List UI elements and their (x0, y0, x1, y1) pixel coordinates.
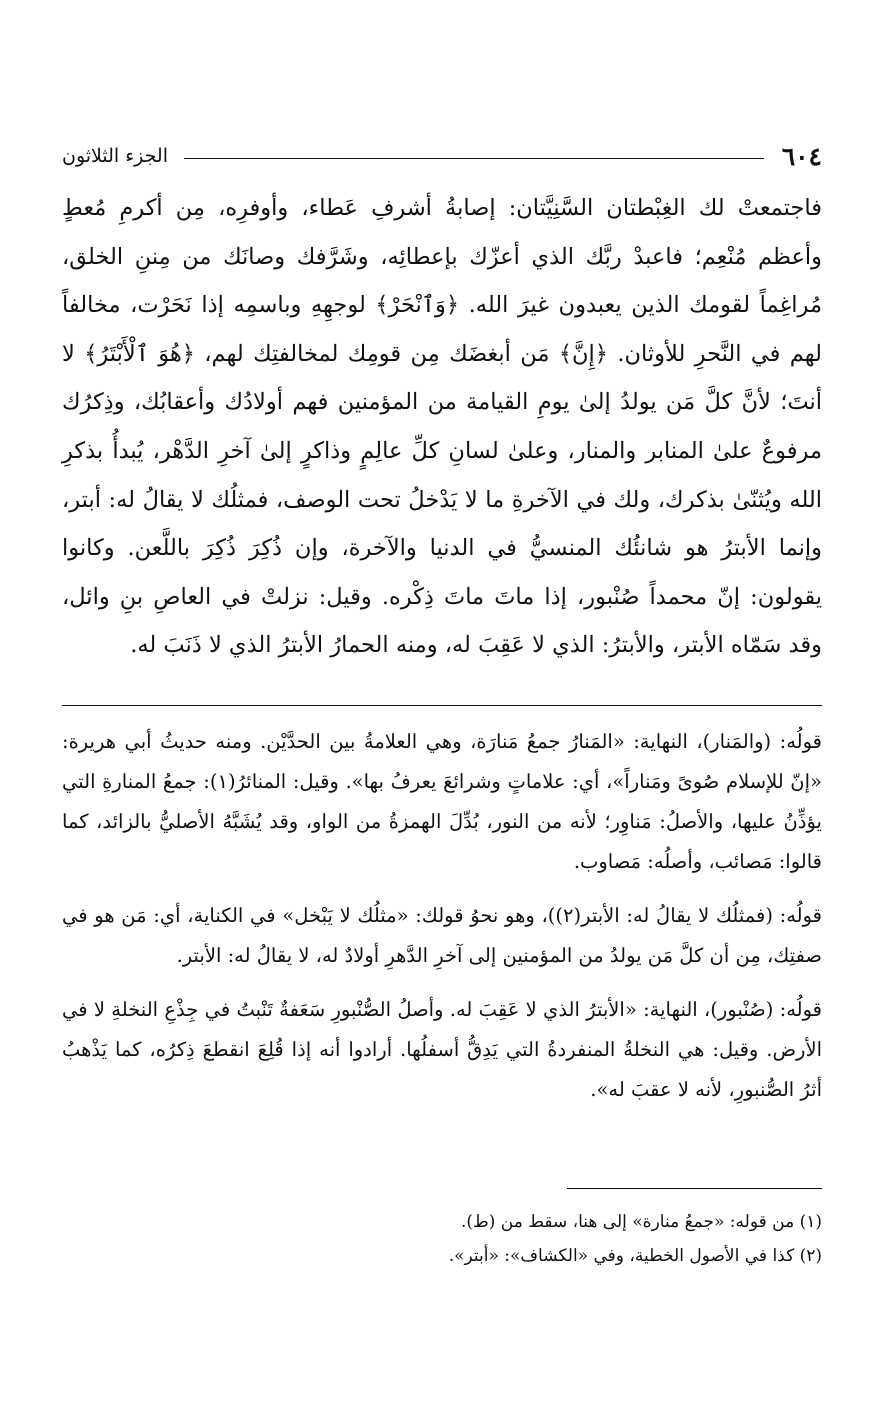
footnote-rule (567, 1188, 822, 1189)
commentary-block (62, 722, 822, 1118)
commentary-paragraph-abtar: قولُه: (فمثلُك لا يقالُ له: الأبتر(٢))، وهو نحوُ قولك: «مثلُك لا يَبْخل» في الكناية، أي: مَن هو في صفتِك، مِن أن كلَّ مَن يولدُ من المؤمنين إلى آخرِ الدَّهرِ أولادٌ له، لا يقالُ له: الأبتر. (62, 904, 822, 967)
book-page (62, 0, 822, 1408)
section-divider (62, 705, 822, 706)
commentary-paragraph-manar: قولُه: (والمَنار)، النهاية: «المَنارُ جمعُ مَنارَة، وهي العلامةُ بين الحدَّيْن. ومنه حديثُ أبي هريرة: «إنّ للإسلام صُوىً ومَناراً»، أي: علاماتٍ وشرائعَ يعرفُ بها». وقيل: المنائرُ(١): جمعُ المنارةِ التي يؤذِّنُ عليها، والأصلُ: مَناوِر؛ لأنه من النور، بُدِّلَ الهمزةُ من الواو، وقد يُشَبَّهُ الأصليُّ بالزائد، كما قالوا: مَصائب، وأصلُه: مَصاوب. (62, 730, 822, 873)
running-title: الجزء الثلاثون (62, 145, 168, 167)
footnotes-block (62, 1206, 822, 1274)
main-text-block (62, 184, 822, 670)
main-paragraph: فاجتمعتْ لك الغِبْطتان السَّنِيَّتان: إصابةُ أشرفِ عَطاء، وأوفرِه، مِن أكرمِ مُعطٍ وأعظم مُنْعِم؛ فاعبدْ ربَّك الذي أعزّك بإعطائِه، وشَرَّفك وصانَك من مِننِ الخلق، مُراغِماً لقومك الذين يعبدون غيرَ الله. ﴿وَٱنْحَرْ﴾ لوجهِهِ وباسمِه إذا نَحَرْت، مخالفاً لهم في النَّحرِ للأوثان. ﴿إِنَّ﴾ مَن أبغضَك مِن قومِك لمخالفتِك لهم، ﴿هُوَ ٱلْأَبْتَرُ﴾ لا أنتَ؛ لأنَّ كلَّ مَن يولدُ إلىٰ يومِ القيامة من المؤمنين فهم أولادُك وأعقابُك، وذِكرُك مرفوعٌ علىٰ المنابر والمنار، وعلىٰ لسانِ كلِّ عالِمٍ وذاكرٍ إلىٰ آخرِ الدَّهْر، يُبدأُ بذكرِ الله ويُثنّىٰ بذكرك، ولك في الآخرةِ ما لا يَدْخلُ تحت الوصف، فمثلُك لا يقالُ له: أبتر، وإنما الأبترُ هو شانئُك المنسيُّ في الدنيا والآخرة، وإن ذُكِرَ ذُكِرَ باللَّعن. وكانوا يقولون: إنّ محمداً صُنْبور، إذا ماتَ ماتَ ذِكْره. وقيل: نزلتْ في العاصِ بنِ وائل، وقد سَمّاه الأبتر، والأبترُ: الذي لا عَقِبَ له، ومنه الحمارُ الأبترُ الذي لا ذَنَبَ له. (62, 195, 822, 659)
footnote-1: (١) من قوله: «جمعُ منارة» إلى هنا، سقط من (ط). (461, 1212, 822, 1232)
commentary-paragraph-sunbur: قولُه: (صُنْبور)، النهاية: «الأبترُ الذي لا عَقِبَ له. وأصلُ الصُّنْبورِ سَعَفةٌ تَنْبتُ في جِذْعِ النخلةِ لا في الأرض. وقيل: هي النخلةُ المنفردةُ التي يَدِقُّ أسفلُها. أرادوا أنه إذا قُلِعَ انقطعَ ذِكرُه، كما يَذْهبُ أثرُ الصُّنبورِ، لأنه لا عقبَ له». (62, 998, 822, 1101)
footnote-2: (٢) كذا في الأصول الخطية، وفي «الكشاف»: «أبتر». (448, 1246, 822, 1266)
running-header (62, 136, 822, 176)
header-rule (184, 158, 764, 159)
page-number: ٦٠٤ (781, 141, 822, 171)
